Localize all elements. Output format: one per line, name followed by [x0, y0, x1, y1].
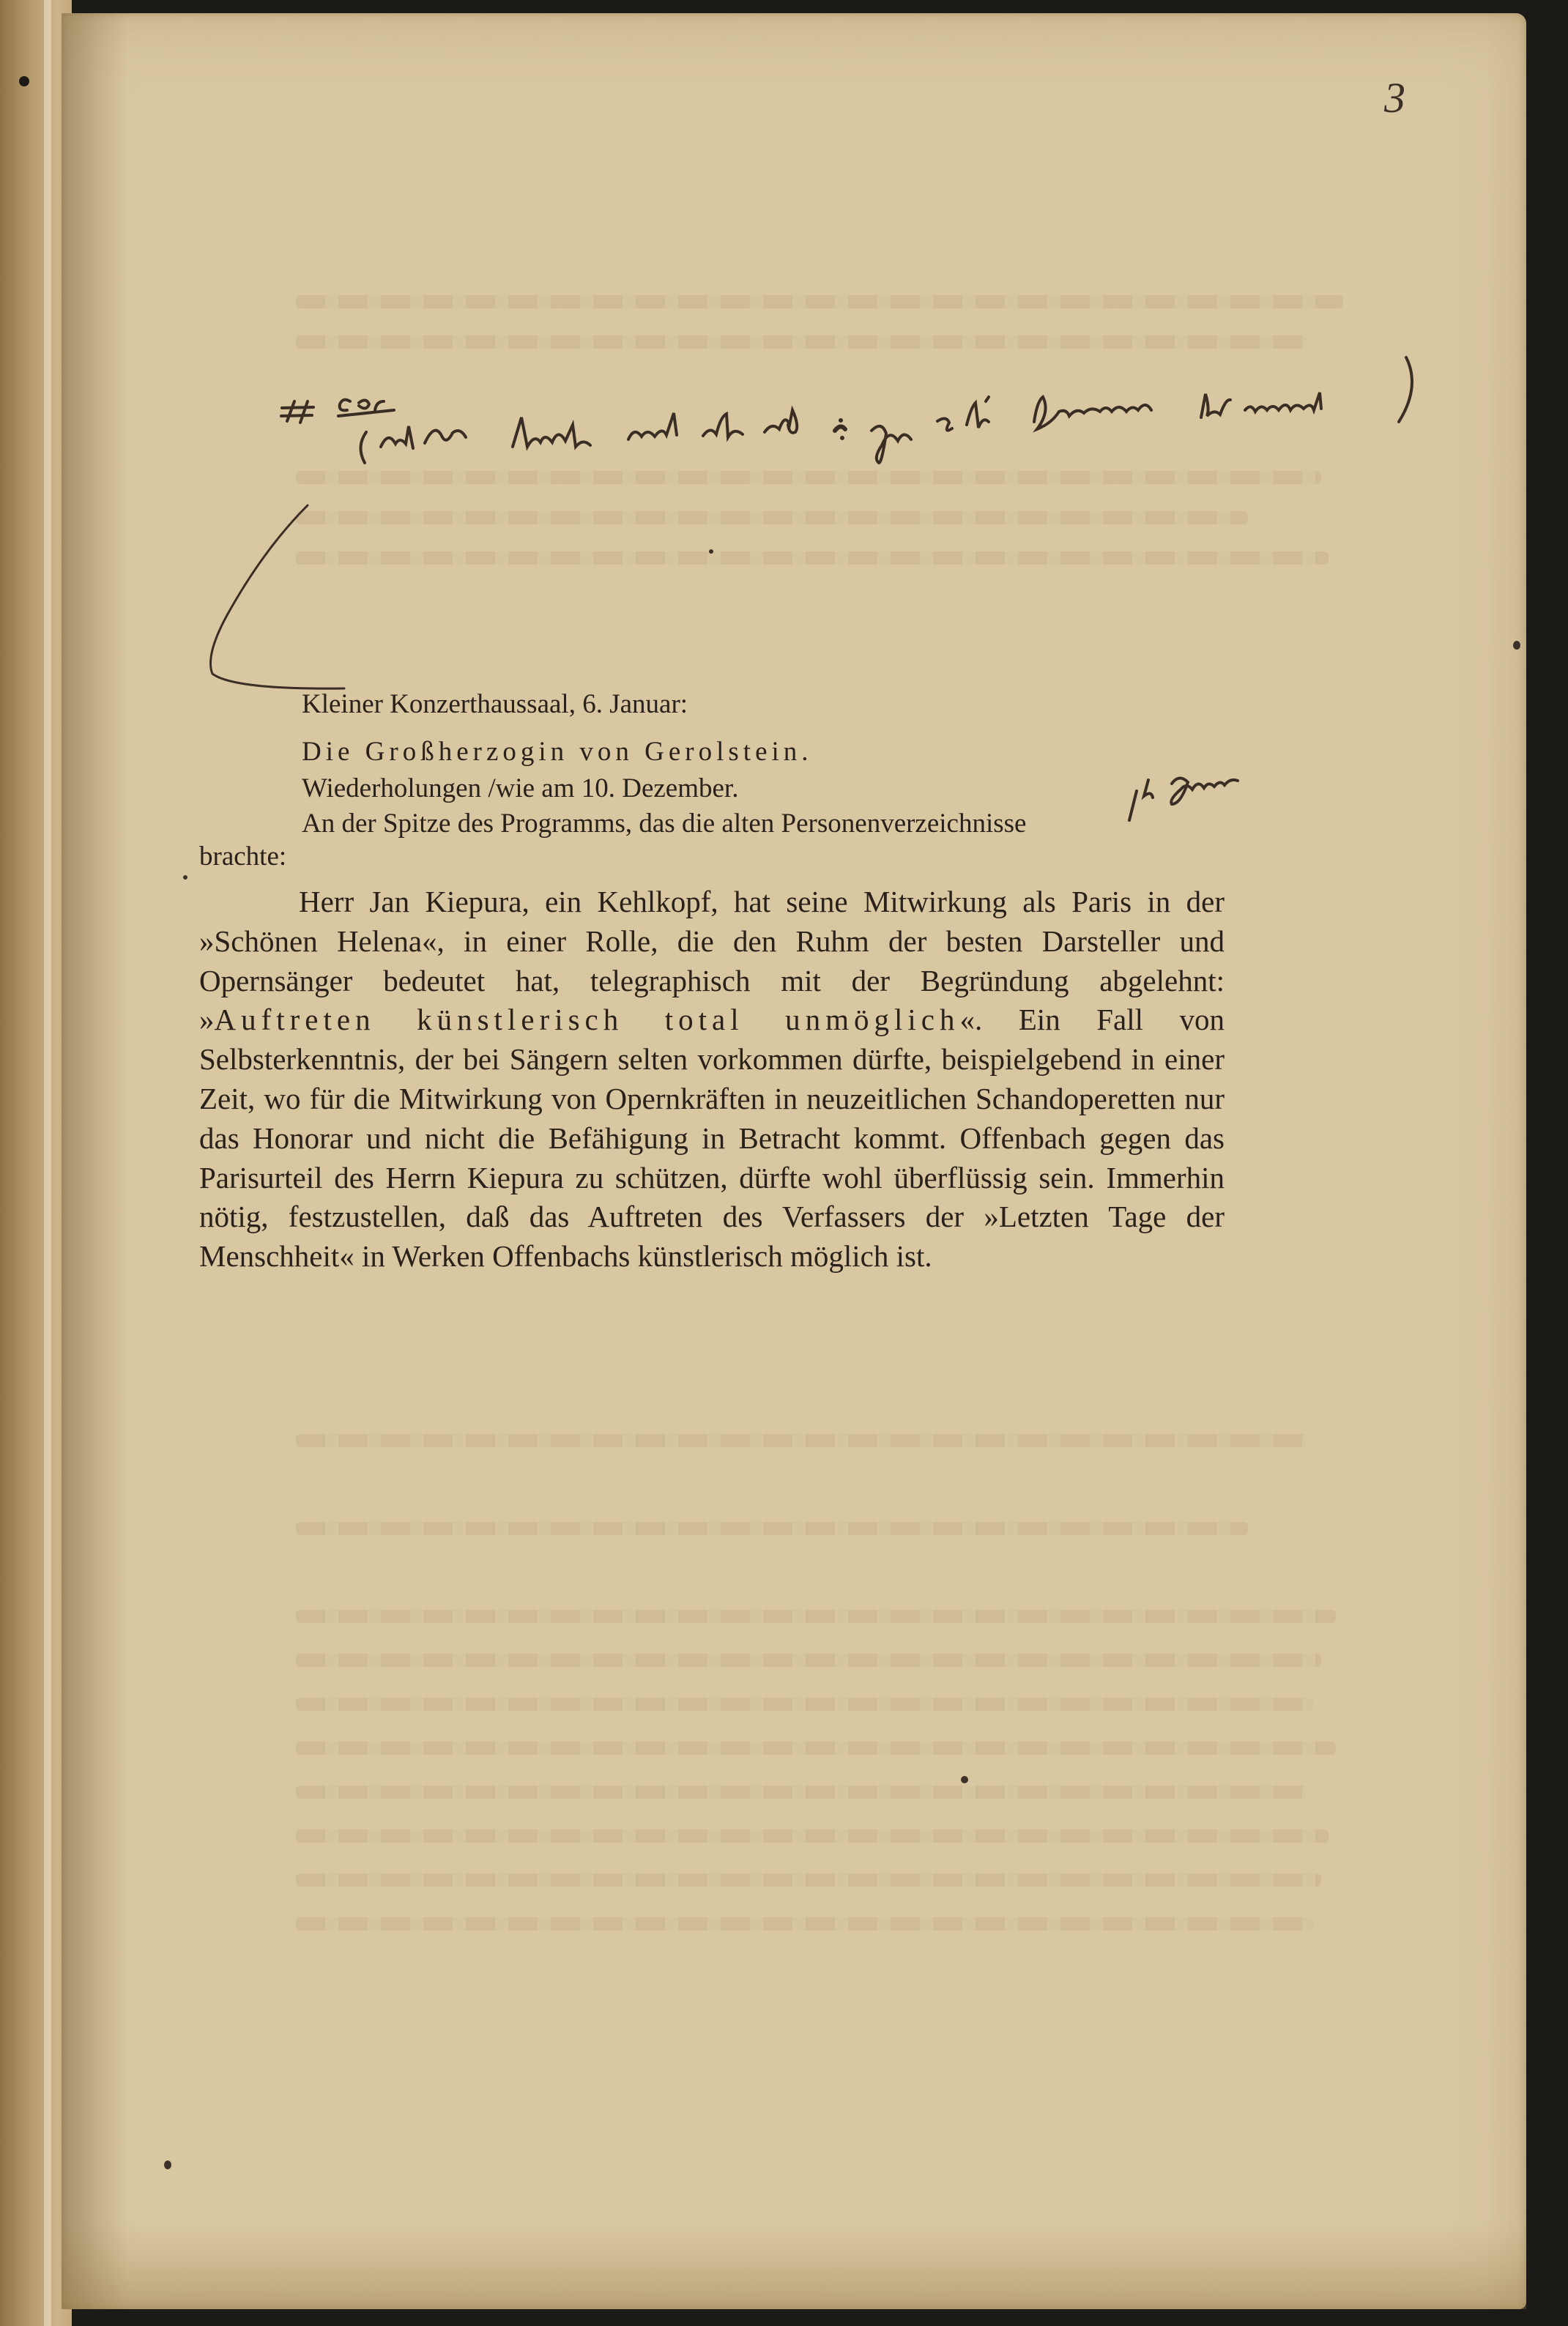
venue-line: Kleiner Konzerthaussaal, 6. Januar: [302, 689, 688, 719]
repeat-line: Wiederholungen /wie am 10. Dezember. [302, 773, 739, 803]
quoted-spaced-text: Auftreten künstlerisch total unmöglich [214, 1003, 960, 1037]
title-line: Die Großherzogin von Gerolstein. [302, 737, 813, 767]
ink-speck [164, 2160, 171, 2169]
ink-speck [961, 1776, 968, 1783]
program-intro-line: An der Spitze des Programms, das die alten Personenverzeichnisse [302, 809, 1027, 839]
ink-speck [183, 875, 187, 880]
main-paragraph [199, 883, 1225, 1277]
program-intro-continuation: brachte: [199, 841, 287, 872]
paragraph-text-part1: Herr Jan Kiepura, ein Kehlkopf, hat seine Mitwirkung als Paris in der »Schönen Helena«, in einer Rolle, die den Ruhm der besten Darsteller und Opernsänger bedeutet hat, telegraphisch mit der Begründung abgelehnt: » [199, 885, 1225, 1037]
ink-speck [1513, 641, 1520, 650]
ink-speck [709, 549, 713, 554]
page-number: 3 [1384, 74, 1405, 122]
paragraph-text-part2: «. Ein Fall von Selbsterkenntnis, der bei Sängern selten vorkommen dürfte, beispielgebend in einer Zeit, wo für die Mitwirkung von Opernkräften in neuzeitlichen Schandoperetten nur das Honorar und nicht die Befähigung in Betracht kommt. Offenbach gegen das Parisurteil des Herrn Kiepura zu schützen, dürfte wohl überflüssig sein. Immerhin nötig, festzustellen, daß das Auftreten des Verfassers der »Letzten Tage der Menschheit« in Werken Offenbachs künstlerisch möglich ist. [199, 1003, 1225, 1274]
